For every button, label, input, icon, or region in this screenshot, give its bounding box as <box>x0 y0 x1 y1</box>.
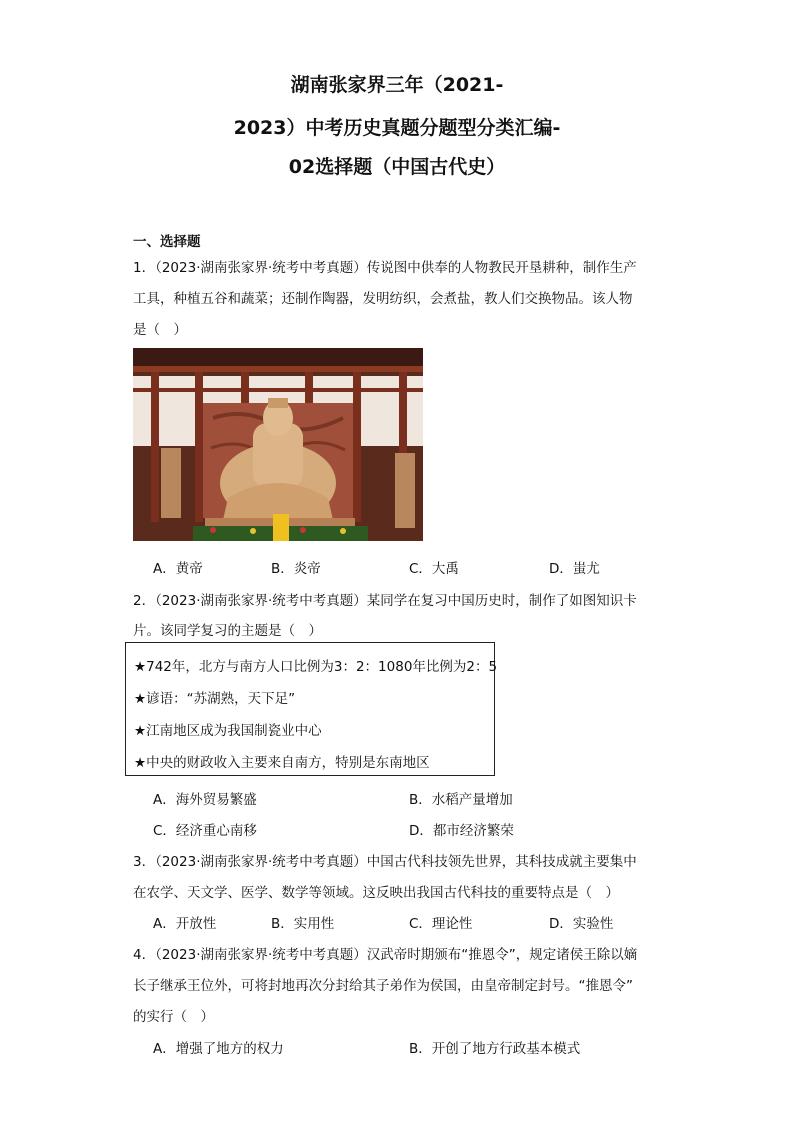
question-4-line-1: 4．（2023·湖南张家界·统考中考真题）汉武帝时期颁布“推恩令”，规定诸侯王除以嫡 <box>133 947 638 963</box>
q3-option-c: C．理论性 <box>409 916 473 932</box>
q2-option-a: A．海外贸易繁盛 <box>153 792 257 808</box>
card-item-3: ★江南地区成为我国制瓷业中心 <box>134 723 322 739</box>
section-heading: 一、选择题 <box>133 234 201 250</box>
q3-option-d: D．实验性 <box>549 916 614 932</box>
q1-option-a: A．黄帝 <box>153 561 203 577</box>
q1-option-b: B．炎帝 <box>271 561 321 577</box>
document-title-line-1: 湖南张家界三年（2021- <box>290 74 504 96</box>
question-3-line-1: 3．（2023·湖南张家界·统考中考真题）中国古代科技领先世界，其科技成就主要集中 <box>133 854 637 870</box>
question-1-line-1: 1．（2023·湖南张家界·统考中考真题）传说图中供奉的人物教民开垦耕种，制作生产 <box>133 260 637 276</box>
question-4-line-3: 的实行（ ） <box>133 1009 214 1025</box>
document-title-line-3: 02选择题（中国古代史） <box>288 156 506 178</box>
q2-option-b: B．水稻产量增加 <box>409 792 513 808</box>
q3-option-b: B．实用性 <box>271 916 335 932</box>
question-1-line-3: 是（ ） <box>133 322 187 338</box>
q4-option-a: A．增强了地方的权力 <box>153 1041 284 1057</box>
question-2-line-2: 片。该同学复习的主题是（ ） <box>133 623 322 639</box>
q3-option-a: A．开放性 <box>153 916 217 932</box>
card-item-2: ★谚语：“苏湖熟，天下足” <box>134 691 296 707</box>
card-item-4: ★中央的财政收入主要来自南方，特别是东南地区 <box>134 755 430 771</box>
question-1-line-2: 工具，种植五谷和蔬菜；还制作陶器，发明纺织，会煮盐，教人们交换物品。该人物 <box>133 291 633 307</box>
knowledge-card <box>125 642 498 776</box>
q4-option-b: B．开创了地方行政基本模式 <box>409 1041 581 1057</box>
card-item-1: ★742年，北方与南方人口比例为3：2：1080年比例为2：5 <box>134 659 498 675</box>
question-4-line-2: 长子继承王位外，可将封地再次分封给其子弟作为侯国，由皇帝制定封号。“推恩令” <box>133 978 633 994</box>
q1-option-d: D．蚩尤 <box>549 561 600 577</box>
question-3-line-2: 在农学、天文学、医学、数学等领域。这反映出我国古代科技的重要特点是（ ） <box>133 885 619 901</box>
statue-photo <box>133 348 423 541</box>
q2-option-c: C．经济重心南移 <box>153 823 257 839</box>
q2-option-d: D．都市经济繁荣 <box>409 823 514 839</box>
q1-option-c: C．大禹 <box>409 561 459 577</box>
question-2-line-1: 2．（2023·湖南张家界·统考中考真题）某同学在复习中国历史时，制作了如图知识卡 <box>133 593 637 609</box>
document-title-line-2: 2023）中考历史真题分题型分类汇编- <box>233 117 561 139</box>
